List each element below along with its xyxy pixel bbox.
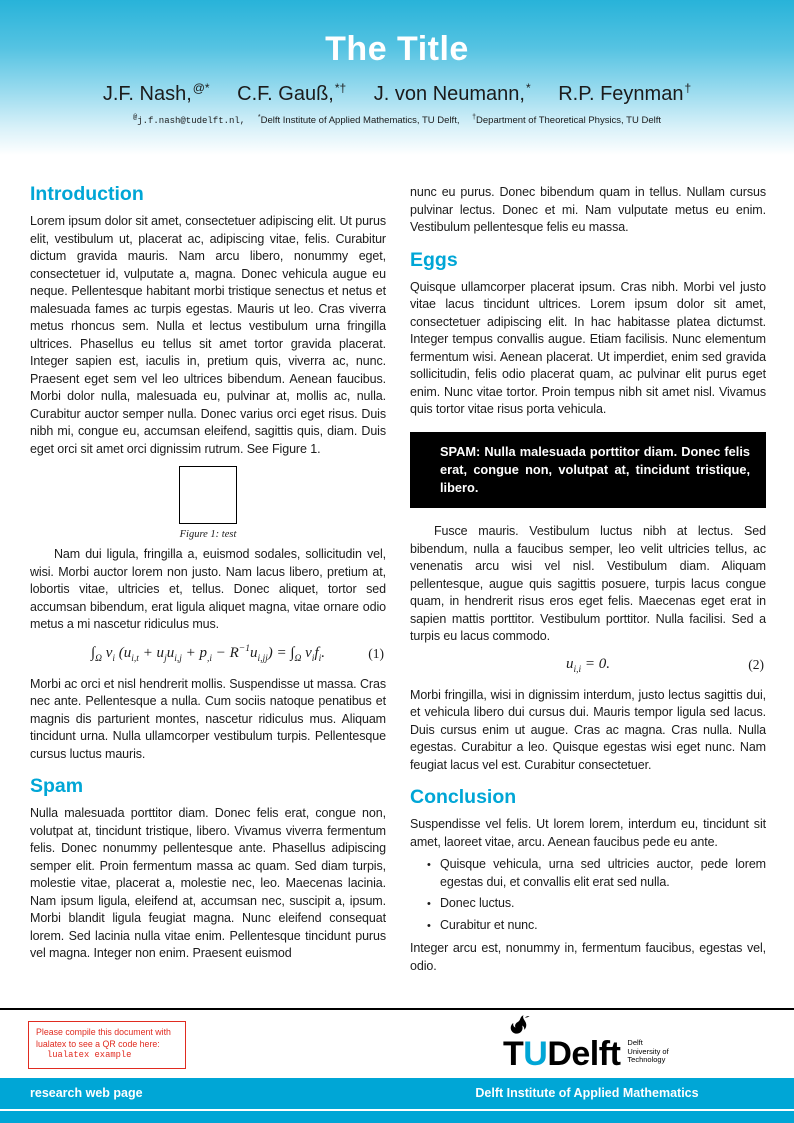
section-heading-eggs: Eggs <box>410 248 458 271</box>
figure-placeholder <box>179 466 237 524</box>
logo-delft-text: Delft <box>547 1035 621 1073</box>
equation-number: (2) <box>748 657 764 673</box>
author-affiliation-marker: *† <box>334 81 347 96</box>
author <box>558 83 691 105</box>
equation-body: $u_{i,i} = 0$. <box>565 655 611 675</box>
author <box>374 83 531 105</box>
paragraph: Suspendisse vel felis. Ut lorem lorem, interdum eu, tincidunt sit amet, laoreet vitae, arcu. Aenean faucibus pede eu ante. <box>410 817 766 849</box>
poster-body <box>0 160 794 979</box>
section-heading-conclusion: Conclusion <box>410 786 517 809</box>
poster-title: The Title <box>325 30 469 68</box>
author-name: C.F. Gauß, <box>237 83 334 105</box>
footer-right-label: Delft Institute of Applied Mathematics <box>475 1086 699 1100</box>
footer-bar <box>0 1078 794 1123</box>
poster-header <box>0 0 794 160</box>
footer-divider-line <box>0 1109 794 1111</box>
figure-caption: Figure 1: test <box>179 529 237 540</box>
affiliation-email <box>133 116 245 126</box>
author-affiliation-marker: @* <box>192 81 210 96</box>
equation-2 <box>410 656 766 675</box>
tu-delft-logo <box>503 1016 669 1073</box>
logo-letter-t: T <box>503 1035 524 1073</box>
equation-number: (1) <box>368 645 384 661</box>
lualatex-note-box <box>28 1021 186 1069</box>
affiliation <box>472 115 661 126</box>
paragraph: Nulla malesuada porttitor diam. Donec felis erat, congue non, volutpat at, tincidunt tristique, libero. Vivamus viverra fermentum felis. Donec nonummy pellentesque ante. Phasellus adipiscing semper elit. Proin fermentum massa ac quam. Sed diam turpis, molestie vitae, placerat a, molestie nec, leo. Maecenas lacinia. Nam ipsum ligula, eleifend at, accumsan nec, suscipit a, ipsum. Morbi blandit ligula feugiat magna. Nunc eleifend consequat lorem. Sed lacinia nulla vitae enim. Pellentesque tincidunt purus vel magna. Integer non enim. Praesent euismod <box>30 806 386 960</box>
author-affiliation-marker: † <box>684 81 692 96</box>
spam-alert-box: SPAM: Nulla malesuada porttitor diam. Donec felis erat, congue non, volutpat at, tincidunt tristique, libero. <box>410 432 766 509</box>
paragraph: Morbi ac orci et nisl hendrerit mollis. Suspendisse ut massa. Cras nec ante. Pellentesque a nulla. Cum sociis natoque penatibus et magnis dis parturient montes, nascetur ridiculus mus. Aliquam tincidunt urna. Nulla ullamcorper vestibulum turpis. Pellentesque cursus luctus mauris. <box>30 676 386 761</box>
right-column <box>410 184 766 979</box>
paragraph: Lorem ipsum dolor sit amet, consectetuer adipiscing elit. Ut purus elit, vestibulum ut, placerat ac, adipiscing vitae, felis. Curabitur dictum gravida mauris. Nam arcu libero, nonummy eget, consectetuer id, vulputate a, magna. Donec vehicula augue eu neque. Pellentesque habitant morbi tristique senectus et netus et malesuada fames ac turpis egestas. Mauris ut leo. Cras viverra metus rhoncus sem. Nulla et lectus vestibulum urna fringilla ultrices. Phasellus eu tellus sit amet tortor gravida placerat. Integer sapien est, iaculis in, pretium quis, viverra ac, nunc. Praesent eget sem vel leo ultrices bibendum. Aenean faucibus. Morbi dolor nulla, malesuada eu, pulvinar at, mollis ac, nulla. Curabitur auctor semper nulla. Donec varius orci eget risus. Duis nibh mi, congue eu, accumsan eleifend, sagittis quis, diam. Duis eget orci sit amet orci dignissim rutrum. See Figure 1. <box>30 214 386 456</box>
affiliation-text: Department of Theoretical Physics, TU Delft <box>476 115 662 126</box>
author-name: J. von Neumann, <box>373 83 525 105</box>
logo-tagline <box>627 1039 668 1070</box>
section-heading-spam: Spam <box>30 775 84 797</box>
equation-body: $\int_\Omega$ $v_i$ $(u_{i,t} + u_ju_{i,j} + p_{,i} - R^{-1}u_{i,jj}) = \int_\Omega$ $v_if_i$. <box>90 643 325 664</box>
paragraph: Nam dui ligula, fringilla a, euismod sodales, sollicitudin vel, wisi. Morbi auctor lorem non justo. Nam lacus libero, pretium at, lobortis vitae, ultricies et, tellus. Donec aliquet, tortor sed accumsan bibendum, erat ligula aliquet magna, vitae ornare odio metus a mi nascetur ridiculus mus. <box>30 547 386 631</box>
section-heading-introduction: Introduction <box>30 183 144 205</box>
authors-line <box>0 83 794 106</box>
list-item: • Quisque vehicula, urna sed ultricies auctor, pede lorem egestas dui, et convallis elit erat sed nulla. <box>440 856 766 891</box>
paragraph: Morbi fringilla, wisi in dignissim interdum, justo lectus sagittis dui, et vehicula libero dui cursus dui. Mauris tempor ligula sed lacus. Duis cursus enim ut augue. Cras ac magna. Cras nulla. Nulla egestas. Curabitur a leo. Quisque egestas wisi eget nunc. Nam feugiat lacus vel est. Curabitur consectetuer. <box>410 687 766 772</box>
logo-letter-u: U <box>523 1035 548 1073</box>
affiliation-text: Delft Institute of Applied Mathematics, TU Delft, <box>260 115 460 126</box>
figure-1 <box>30 466 386 540</box>
affiliation-marker: † <box>472 113 477 121</box>
bullet-list <box>410 856 766 934</box>
note-text: Please compile this document with <box>36 1027 171 1037</box>
equation-1 <box>30 644 386 664</box>
author-name: R.P. Feynman <box>558 83 684 105</box>
list-item: • Curabitur et nunc. <box>440 917 766 935</box>
author <box>103 83 210 105</box>
tagline-line: University of <box>627 1046 669 1056</box>
author-affiliation-marker: * <box>525 81 531 96</box>
affiliation-text: j.f.nash@tudelft.nl, <box>137 116 246 126</box>
paragraph: Quisque ullamcorper placerat ipsum. Cras nibh. Morbi vel justo vitae lacus tincidunt ultrices. Lorem ipsum dolor sit amet, consectetuer adipiscing elit. In hac habitasse platea dictumst. Integer tempus convallis augue. Etiam facilisis. Nunc elementum fermentum wisi. Aenean placerat. Ut imperdiet, enim sed gravida sollicitudin, felis odio placerat quam, ac pulvinar elit purus eget enim. Nunc vitae tortor. Proin tempus nibh sit amet nisl. Vivamus quis tortor vitae risus porta vehicula. <box>410 279 766 416</box>
paragraph: Fusce mauris. Vestibulum luctus nibh at lectus. Sed bibendum, nulla a faucibus semper, leo velit ultricies tellus, ac venenatis arcu wisi vel nisl. Vestibulum diam. Aliquam pellentesque, augue quis sagittis posuere, turpis lacus congue quam, in hendrerit risus eros eget felis. Maecenas eget erat in sapien mattis porttitor. Vestibulum porttitor. Nulla facilisi. Sed a turpis eu lacus commodo. <box>410 524 766 644</box>
affiliation <box>258 115 460 126</box>
affiliation-marker: * <box>257 113 261 121</box>
tagline-line: Delft <box>627 1038 643 1048</box>
tu-delft-wordmark <box>503 1016 621 1073</box>
tagline-line: Technology <box>627 1055 666 1065</box>
note-code: lualatex example <box>47 1050 132 1061</box>
flame-icon <box>508 1015 531 1040</box>
author-name: J.F. Nash, <box>102 83 192 105</box>
paragraph: Integer arcu est, nonummy in, fermentum faucibus, egestas vel, odio. <box>410 941 766 973</box>
left-column <box>30 184 386 979</box>
affiliations-line <box>0 115 794 126</box>
footer-left-label: research web page <box>30 1086 143 1100</box>
affiliation-marker: @ <box>132 114 138 122</box>
note-text: lualatex to see a QR code here: <box>36 1038 160 1049</box>
author <box>237 83 346 105</box>
paragraph: nunc eu purus. Donec bibendum quam in tellus. Nullam cursus pulvinar lectus. Donec et mi. Nam vulputate metus eu enim. Vestibulum pellentesque felis eu massa. <box>410 185 766 234</box>
list-item: • Donec luctus. <box>440 895 766 913</box>
bottom-divider-line <box>0 1008 794 1010</box>
